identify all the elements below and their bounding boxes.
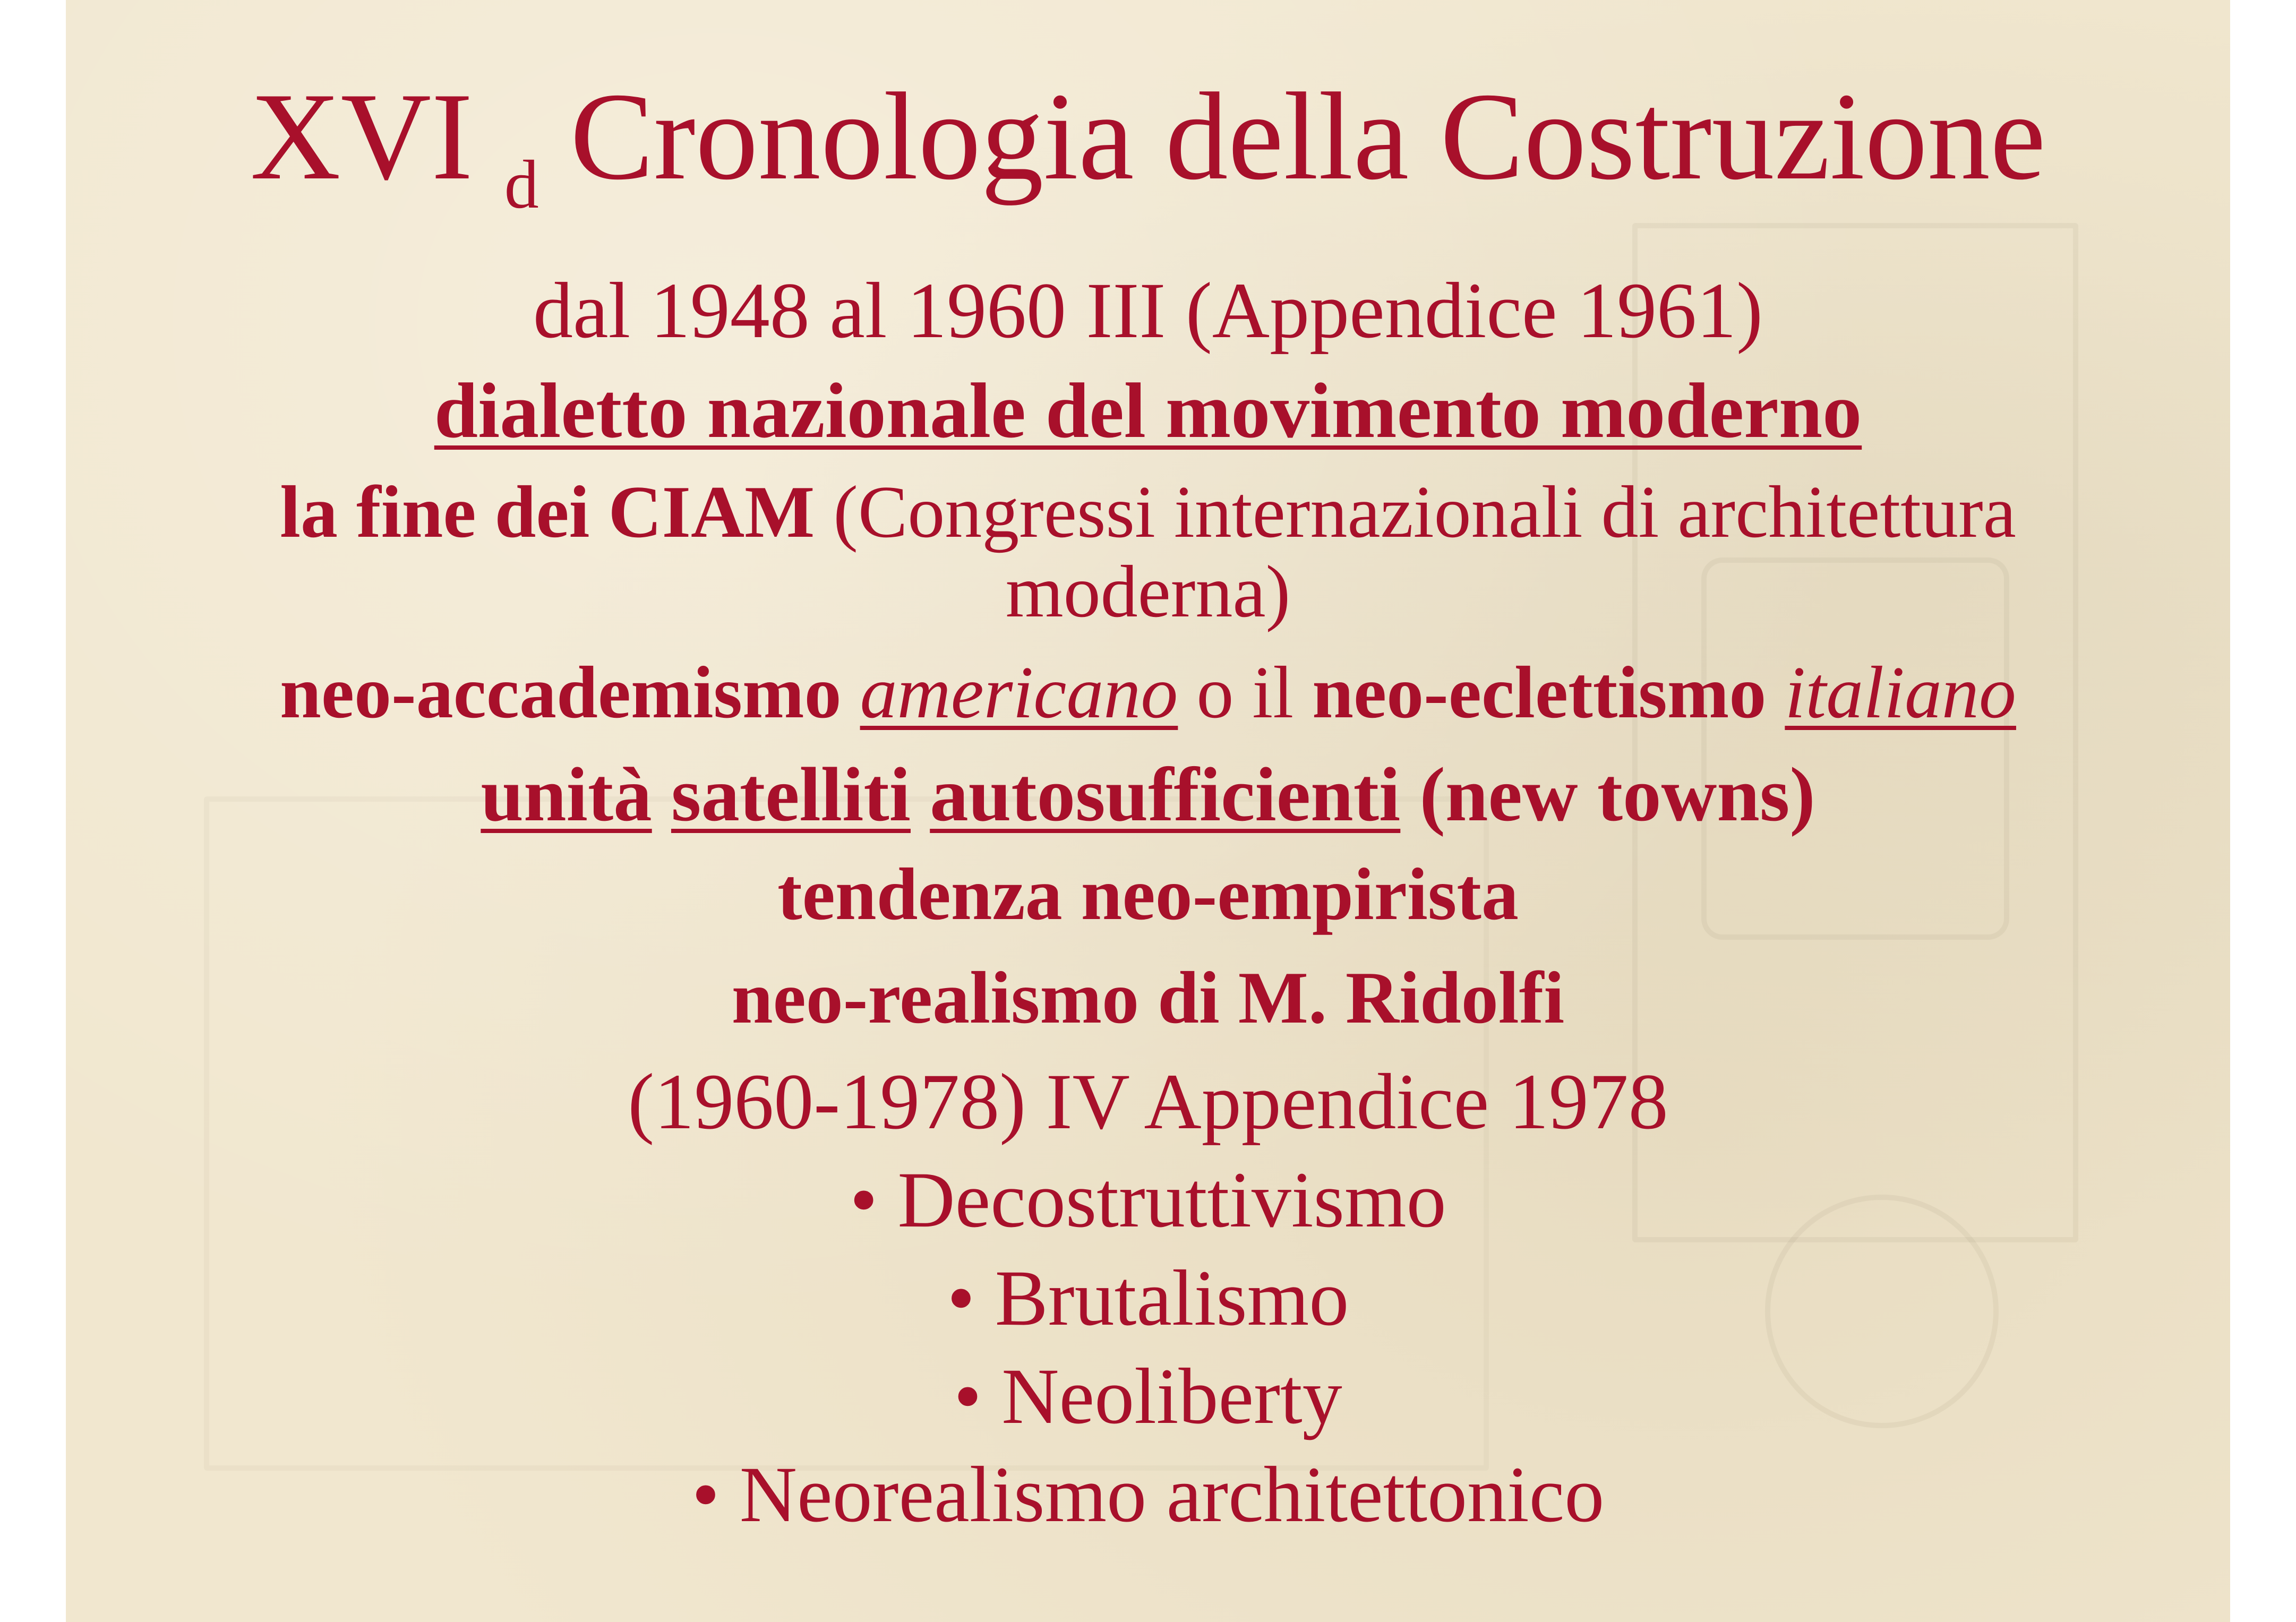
- period-1960: dal 1948 al 1960 III (Appendice 1961): [533, 267, 1763, 355]
- title-subscript: d: [504, 147, 539, 223]
- ridolfi-line: neo-realismo di M. Ridolfi: [731, 957, 1565, 1039]
- italiano: italiano: [1785, 651, 2016, 734]
- bullet-icon: •: [954, 1352, 982, 1440]
- bullet-text: Brutalismo: [995, 1254, 1349, 1342]
- bullet-icon: •: [691, 1451, 720, 1539]
- ciam-rest: (Congressi internazionali di architettura: [833, 471, 2016, 553]
- neo-accademismo: neo-accademismo: [280, 651, 842, 734]
- dialect-line: [66, 367, 2230, 454]
- bullet-item: [66, 1451, 2230, 1539]
- bullet-icon: •: [947, 1254, 975, 1342]
- academism-line: [66, 651, 2230, 734]
- bullet-text: Neorealismo architettonico: [739, 1451, 1605, 1539]
- bullet-text: Neoliberty: [1001, 1352, 1342, 1440]
- ciam-line-continued: moderna): [1005, 551, 1291, 633]
- ciam-line: [66, 471, 2230, 553]
- americano: americano: [860, 651, 1178, 734]
- empirista-line: tendenza neo-empirista: [777, 853, 1519, 936]
- o-il: o il: [1196, 651, 1294, 734]
- bullet-item: [66, 1352, 2230, 1440]
- bullet-text: Decostruttivismo: [897, 1156, 1446, 1244]
- bullet-item: [66, 1254, 2230, 1342]
- title-text: Cronologia della Costruzione: [570, 67, 2046, 206]
- ciam-bold: la fine dei CIAM: [280, 471, 815, 553]
- slide-title: [66, 67, 2230, 223]
- title-prefix: XVI: [250, 67, 473, 206]
- unita: unità: [481, 752, 652, 837]
- slide: [66, 0, 2230, 1622]
- bullet-icon: •: [850, 1156, 878, 1244]
- new-towns: (new towns): [1419, 752, 1815, 837]
- autosufficienti: autosufficienti: [930, 752, 1401, 837]
- new-towns-line: [66, 752, 2230, 837]
- period-1978: (1960-1978) IV Appendice 1978: [628, 1058, 1668, 1146]
- dialect-text: dialetto nazionale del movimento moderno: [434, 367, 1862, 454]
- neo-eclettismo: neo-eclettismo: [1312, 651, 1767, 734]
- satelliti: satelliti: [671, 752, 911, 837]
- bullet-item: [66, 1156, 2230, 1244]
